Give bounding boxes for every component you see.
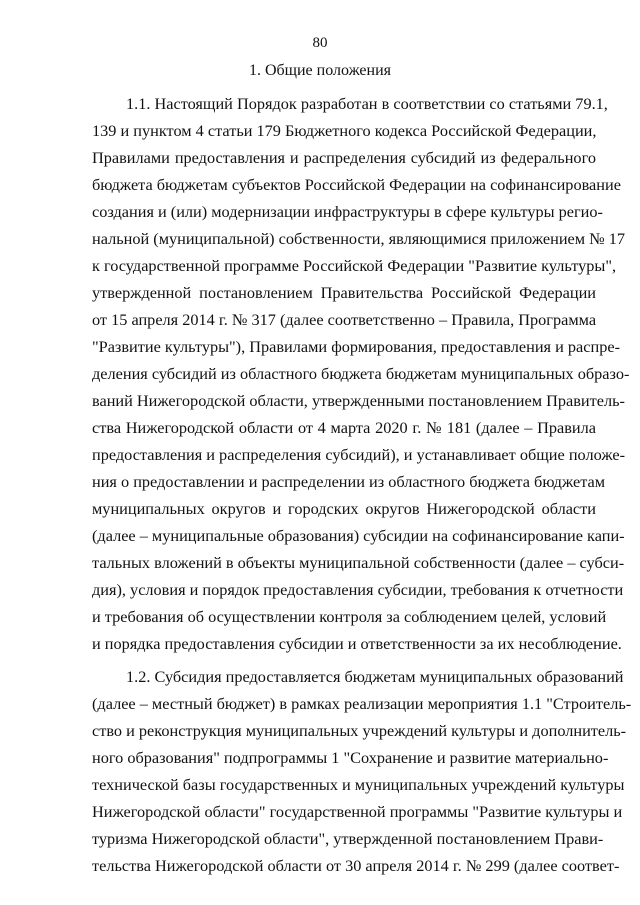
text-line: и порядка предоставления субсидии и ответственности за их несоблюдение. <box>92 634 622 653</box>
text-line: деления субсидий из областного бюджета бюджетам муниципальных образо- <box>92 364 630 383</box>
text-line: технической базы государственных и муниципальных учреждений культуры <box>92 775 625 794</box>
text-line: туризма Нижегородской области", утвержденной постановлением Прави- <box>92 829 604 848</box>
text-line: 1.1. Настоящий Порядок разработан в соответствии со статьями 79.1, <box>126 94 608 113</box>
text-line: 139 и пунктом 4 статьи 179 Бюджетного кодекса Российской Федерации, <box>92 121 597 140</box>
text-line: (далее – муниципальные образования) субсидии на софинансирование капи- <box>92 526 625 545</box>
text-line: от 15 апреля 2014 г. № 317 (далее соответственно – Правила, Программа <box>92 310 597 329</box>
text-line: предоставления и распределения субсидий), и устанавливает общие положе- <box>92 445 625 464</box>
text-line: ния о предоставлении и распределении из областного бюджета бюджетам <box>92 472 606 491</box>
text-line: создания и (или) модернизации инфраструктуры в сфере культуры регио- <box>92 202 603 221</box>
text-line: ваний Нижегородской области, утвержденными постановлением Правитель- <box>92 391 625 410</box>
paragraph-1-2 <box>92 663 632 879</box>
body-text <box>92 90 632 879</box>
text-line: утвержденной постановлением Правительства Российской Федерации <box>92 283 596 302</box>
text-line: ного образования" подпрограммы 1 "Сохранение и развитие материально- <box>92 748 609 767</box>
text-line: ство и реконструкция муниципальных учреждений культуры и дополнитель- <box>92 721 627 740</box>
text-line: тельства Нижегородской области от 30 апреля 2014 г. № 299 (далее соответ- <box>92 856 620 875</box>
text-line: "Развитие культуры"), Правилами формирования, предоставления и распре- <box>92 337 620 356</box>
section-title: 1. Общие положения <box>248 62 392 79</box>
text-line: дия), условия и порядок предоставления субсидии, требования к отчетности <box>92 580 624 599</box>
paragraph-1-1 <box>92 90 630 657</box>
page-number: 80 <box>312 35 328 51</box>
text-line: Нижегородской области" государственной программы "Развитие культуры и <box>92 802 623 821</box>
text-line: ства Нижегородской области от 4 марта 2020 г. № 181 (далее – Правила <box>92 418 596 437</box>
text-line: к государственной программе Российской Федерации "Развитие культуры", <box>92 256 617 275</box>
text-line: 1.2. Субсидия предоставляется бюджетам муниципальных образований <box>126 667 624 686</box>
text-line: нальной (муниципальной) собственности, являющимися приложением № 17 <box>92 229 626 248</box>
text-line: Правилами предоставления и распределения субсидий из федерального <box>92 148 596 167</box>
text-line: тальных вложений в объекты муниципальной собственности (далее – субси- <box>92 553 625 572</box>
text-line: (далее – местный бюджет) в рамках реализации мероприятия 1.1 "Строитель- <box>92 694 632 713</box>
text-line: бюджета бюджетам субъектов Российской Федерации на софинансирование <box>92 175 621 194</box>
text-line: муниципальных округов и городских округов Нижегородской области <box>92 499 596 518</box>
text-line: и требования об осуществлении контроля за соблюдением целей, условий <box>92 607 607 626</box>
